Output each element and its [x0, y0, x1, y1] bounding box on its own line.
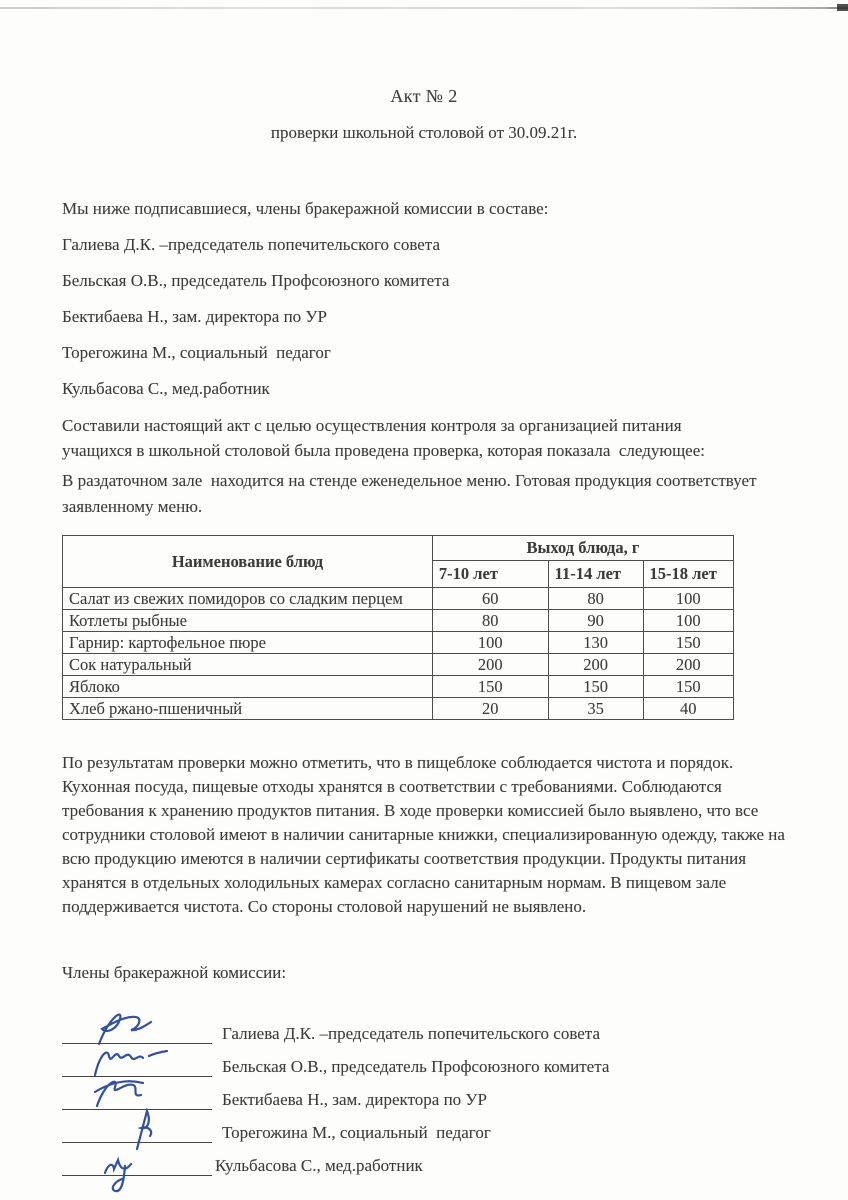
dish-cell: Котлеты рыбные	[63, 610, 433, 632]
table-row	[63, 698, 734, 720]
dish-cell: Хлеб ржано-пшеничный	[63, 698, 433, 720]
dish-cell: Сок натуральный	[63, 654, 433, 676]
value-cell: 40	[643, 698, 733, 720]
document-subtitle: проверки школьной столовой от 30.09.21г.	[270, 123, 578, 142]
value-cell: 20	[432, 698, 548, 720]
signatures-block	[62, 1011, 786, 1176]
signature-name: Торегожина М., социальный педагог	[222, 1123, 491, 1142]
dish-cell: Гарнир: картофельное пюре	[63, 632, 433, 654]
value-cell: 100	[643, 588, 733, 610]
value-cell: 60	[432, 588, 548, 610]
signatures-heading: Члены бракеражной комиссии:	[62, 963, 287, 982]
dish-cell: Салат из свежих помидоров со сладким перцем	[63, 588, 433, 610]
signature-scribble-icon	[107, 1103, 227, 1151]
table-row	[63, 654, 734, 676]
value-cell: 35	[548, 698, 643, 720]
text-line: В раздаточном зале находится на стенде еженедельное меню. Готовая продукция соответствует	[62, 471, 757, 490]
signature-row	[62, 1110, 786, 1143]
value-cell: 90	[548, 610, 643, 632]
document-title: Акт № 2	[390, 86, 458, 106]
value-cell: 200	[432, 654, 548, 676]
value-cell: 100	[432, 632, 548, 654]
column-header-output: Выход блюда, г	[432, 536, 733, 561]
text-line: учащихся в школьной столовой была проведена проверка, которая показала следующее:	[62, 441, 705, 460]
text-line: По результатам проверки можно отметить, что в пищеблоке соблюдается чистота и порядок.	[62, 753, 734, 772]
column-header-dish: Наименование блюд	[63, 536, 433, 588]
text-line: хранятся в отдельных холодильных камерах согласно санитарным нормам. В пищевом зале	[62, 873, 727, 892]
text-line: сотрудники столовой имеют в наличии санитарные книжки, специализированную одежду, также на	[62, 825, 785, 844]
value-cell: 80	[548, 588, 643, 610]
findings-paragraph	[62, 751, 786, 919]
table-row	[63, 676, 734, 698]
purpose-paragraph	[62, 413, 786, 463]
value-cell: 150	[432, 676, 548, 698]
value-cell: 150	[548, 676, 643, 698]
table-row	[63, 610, 734, 632]
portions-table	[62, 535, 734, 720]
signature-name: Галиева Д.К. –председатель попечительского совета	[222, 1024, 600, 1043]
signature-name: Кульбасова С., мед.работник	[215, 1156, 423, 1175]
value-cell: 100	[643, 610, 733, 632]
signature-line	[62, 1116, 212, 1143]
commission-opening-line: Мы ниже подписавшиеся, члены бракеражной комиссии в составе:	[62, 199, 549, 218]
commission-member: Бельская О.В., председатель Профсоюзного комитета	[62, 271, 450, 290]
text-line: заявленному меню.	[62, 497, 203, 516]
commission-member: Кульбасова С., мед.работник	[62, 379, 270, 398]
signature-name: Бектибаева Н., зам. директора по УР	[222, 1090, 487, 1109]
value-cell: 80	[432, 610, 548, 632]
table-row	[63, 588, 734, 610]
scan-artifact-top-line	[0, 7, 848, 9]
text-line: Кухонная посуда, пищевые отходы хранятся в соответствии с требованиями. Соблюдаются	[62, 777, 722, 796]
value-cell: 200	[548, 654, 643, 676]
table-row	[63, 632, 734, 654]
commission-member: Бектибаева Н., зам. директора по УР	[62, 307, 327, 326]
dish-cell: Яблоко	[63, 676, 433, 698]
scan-artifact-speck	[837, 4, 848, 11]
signature-name: Бельская О.В., председатель Профсоюзного комитета	[222, 1057, 610, 1076]
value-cell: 130	[548, 632, 643, 654]
column-header-age-7-10: 7-10 лет	[432, 561, 548, 588]
menu-paragraph	[62, 468, 786, 520]
text-line: требования к хранению продуктов питания. В ходе проверки комиссией было выявлено, что все	[62, 801, 759, 820]
signature-line	[62, 1149, 212, 1176]
signature-row	[62, 1143, 786, 1176]
commission-member: Галиева Д.К. –председатель попечительского совета	[62, 235, 440, 254]
text-line: всю продукцию имеются в наличии сертификаты соответствия продукции. Продукты питания	[62, 849, 747, 868]
value-cell: 150	[643, 632, 733, 654]
commission-member: Торегожина М., социальный педагог	[62, 343, 331, 362]
column-header-age-15-18: 15-18 лет	[643, 561, 733, 588]
text-line: поддерживается чистота. Со стороны столовой нарушений не выявлено.	[62, 897, 587, 916]
value-cell: 200	[643, 654, 733, 676]
signature-scribble-icon	[95, 1147, 215, 1195]
column-header-age-11-14: 11-14 лет	[548, 561, 643, 588]
document-content	[0, 86, 848, 1176]
value-cell: 150	[643, 676, 733, 698]
text-line: Составили настоящий акт с целью осуществления контроля за организацией питания	[62, 416, 682, 435]
